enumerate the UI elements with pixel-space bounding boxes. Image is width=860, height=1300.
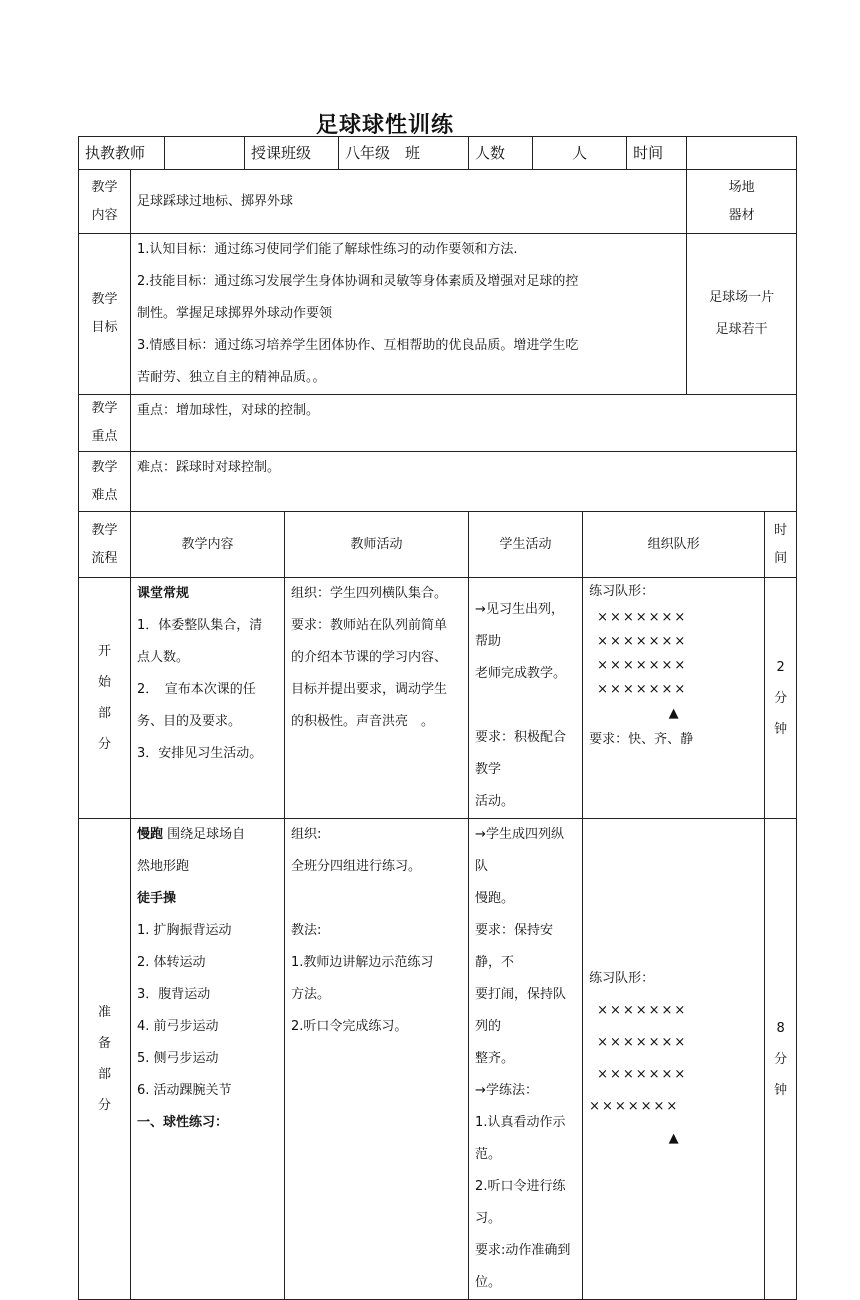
goals-text	[131, 234, 687, 395]
prep-formation	[583, 819, 765, 1300]
class-value: 八年级 班	[339, 137, 469, 170]
goals-label: 教学 目标	[79, 234, 131, 395]
prep-label: 准 备 部 分	[79, 819, 131, 1300]
prep-content: 慢跑 围绕足球场自 然地形跑 徒手操 1. 扩胸振背运动 2. 体转运动 3．腹背运动 4. 前弓步运动 5. 侧弓步运动 6. 活动踝腕关节 一、球性练习：	[131, 819, 285, 1300]
count-unit: 人	[533, 137, 627, 170]
goal-line: 苦耐劳、独立自主的精神品质。。	[137, 370, 326, 385]
formation-row: ×××××××	[597, 658, 688, 673]
venue-label: 场地 器材	[687, 170, 797, 234]
start-teacher: 组织：学生四列横队集合。 要求：教师站在队列前简单 的介绍本节课的学习内容、 目标并提出要求，调动学生 的积极性。声音洪亮 。	[285, 578, 469, 819]
start-student: →见习生出列，帮助 老师完成教学。 要求：积极配合教学 活动。	[469, 578, 583, 819]
keypoint-label: 教学 重点	[79, 395, 131, 452]
start-label: 开 始 部 分	[79, 578, 131, 819]
count-label: 人数	[469, 137, 533, 170]
formation-row: ×××××××	[597, 682, 688, 697]
goal-line: 1.认知目标：通过练习使同学们能了解球性练习的动作要领和方法.	[137, 242, 518, 257]
content-label: 教学 内容	[79, 170, 131, 234]
time-value	[687, 137, 797, 170]
formation-row: ×××××××	[589, 1099, 680, 1114]
col-teacher: 教师活动	[285, 512, 469, 578]
goal-line: 3.情感目标：通过练习培养学生团体协作、互相帮助的优良品质。增进学生吃	[137, 338, 579, 353]
page-title: 足球球性训练	[315, 113, 454, 138]
prep-student: →学生成四列纵队 慢跑。 要求：保持安静，不 要打闹，保持队列的 整齐。 →学练法： 1.认真看动作示范。 2.听口令进行练习。 要求:动作准确到位。	[469, 819, 583, 1300]
col-student: 学生活动	[469, 512, 583, 578]
prep-teacher: 组织: 全班分四组进行练习。 教法: 1.教师边讲解边示范练习 方法。 2.听口令完成练习。	[285, 819, 469, 1300]
teacher-value	[165, 137, 245, 170]
teacher-marker-icon: ▲	[668, 706, 679, 721]
keypoint-text: 重点：增加球性，对球的控制。	[131, 395, 797, 452]
content-text: 足球踩球过地标、掷界外球	[131, 170, 687, 234]
difficulty-text: 难点：踩球时对球控制。	[131, 452, 797, 512]
prep-section-row	[79, 819, 797, 1300]
teacher-label: 执教教师	[79, 137, 165, 170]
col-time: 时 间	[765, 512, 797, 578]
formation-row: ×××××××	[597, 634, 688, 649]
start-section-row	[79, 578, 797, 819]
difficulty-row	[79, 452, 797, 512]
formation-label: 练习队形：	[589, 584, 655, 599]
formation-row: ×××××××	[597, 1003, 688, 1018]
col-formation: 组织队形	[583, 512, 765, 578]
class-label: 授课班级	[245, 137, 339, 170]
flow-header-row	[79, 512, 797, 578]
formation-row: ×××××××	[597, 610, 688, 625]
header-row	[79, 137, 797, 170]
start-time: 2 分 钟	[765, 578, 797, 819]
keypoint-row	[79, 395, 797, 452]
equipment-text: 足球场一片 足球若干	[687, 234, 797, 395]
start-formation	[583, 578, 765, 819]
difficulty-label: 教学 难点	[79, 452, 131, 512]
formation-row: ×××××××	[597, 1067, 688, 1082]
flow-label: 教学 流程	[79, 512, 131, 578]
goal-line: 2.技能目标：通过练习发展学生身体协调和灵敏等身体素质及增强对足球的控	[137, 274, 579, 289]
goals-row	[79, 234, 797, 395]
goal-line: 制性。掌握足球掷界外球动作要领	[137, 306, 333, 321]
formation-requirement: 要求：快、齐、静	[589, 732, 694, 747]
start-content: 课堂常规 1．体委整队集合，清 点人数。 2． 宣布本次课的任 务、目的及要求。 3．安排见习生活动。	[131, 578, 285, 819]
lesson-plan-table	[78, 136, 797, 1300]
formation-row: ×××××××	[597, 1035, 688, 1050]
time-label: 时间	[627, 137, 687, 170]
content-row	[79, 170, 797, 234]
teacher-marker-icon: ▲	[668, 1131, 679, 1146]
formation-label: 练习队形：	[589, 971, 655, 986]
prep-time: 8 分 钟	[765, 819, 797, 1300]
col-content: 教学内容	[131, 512, 285, 578]
